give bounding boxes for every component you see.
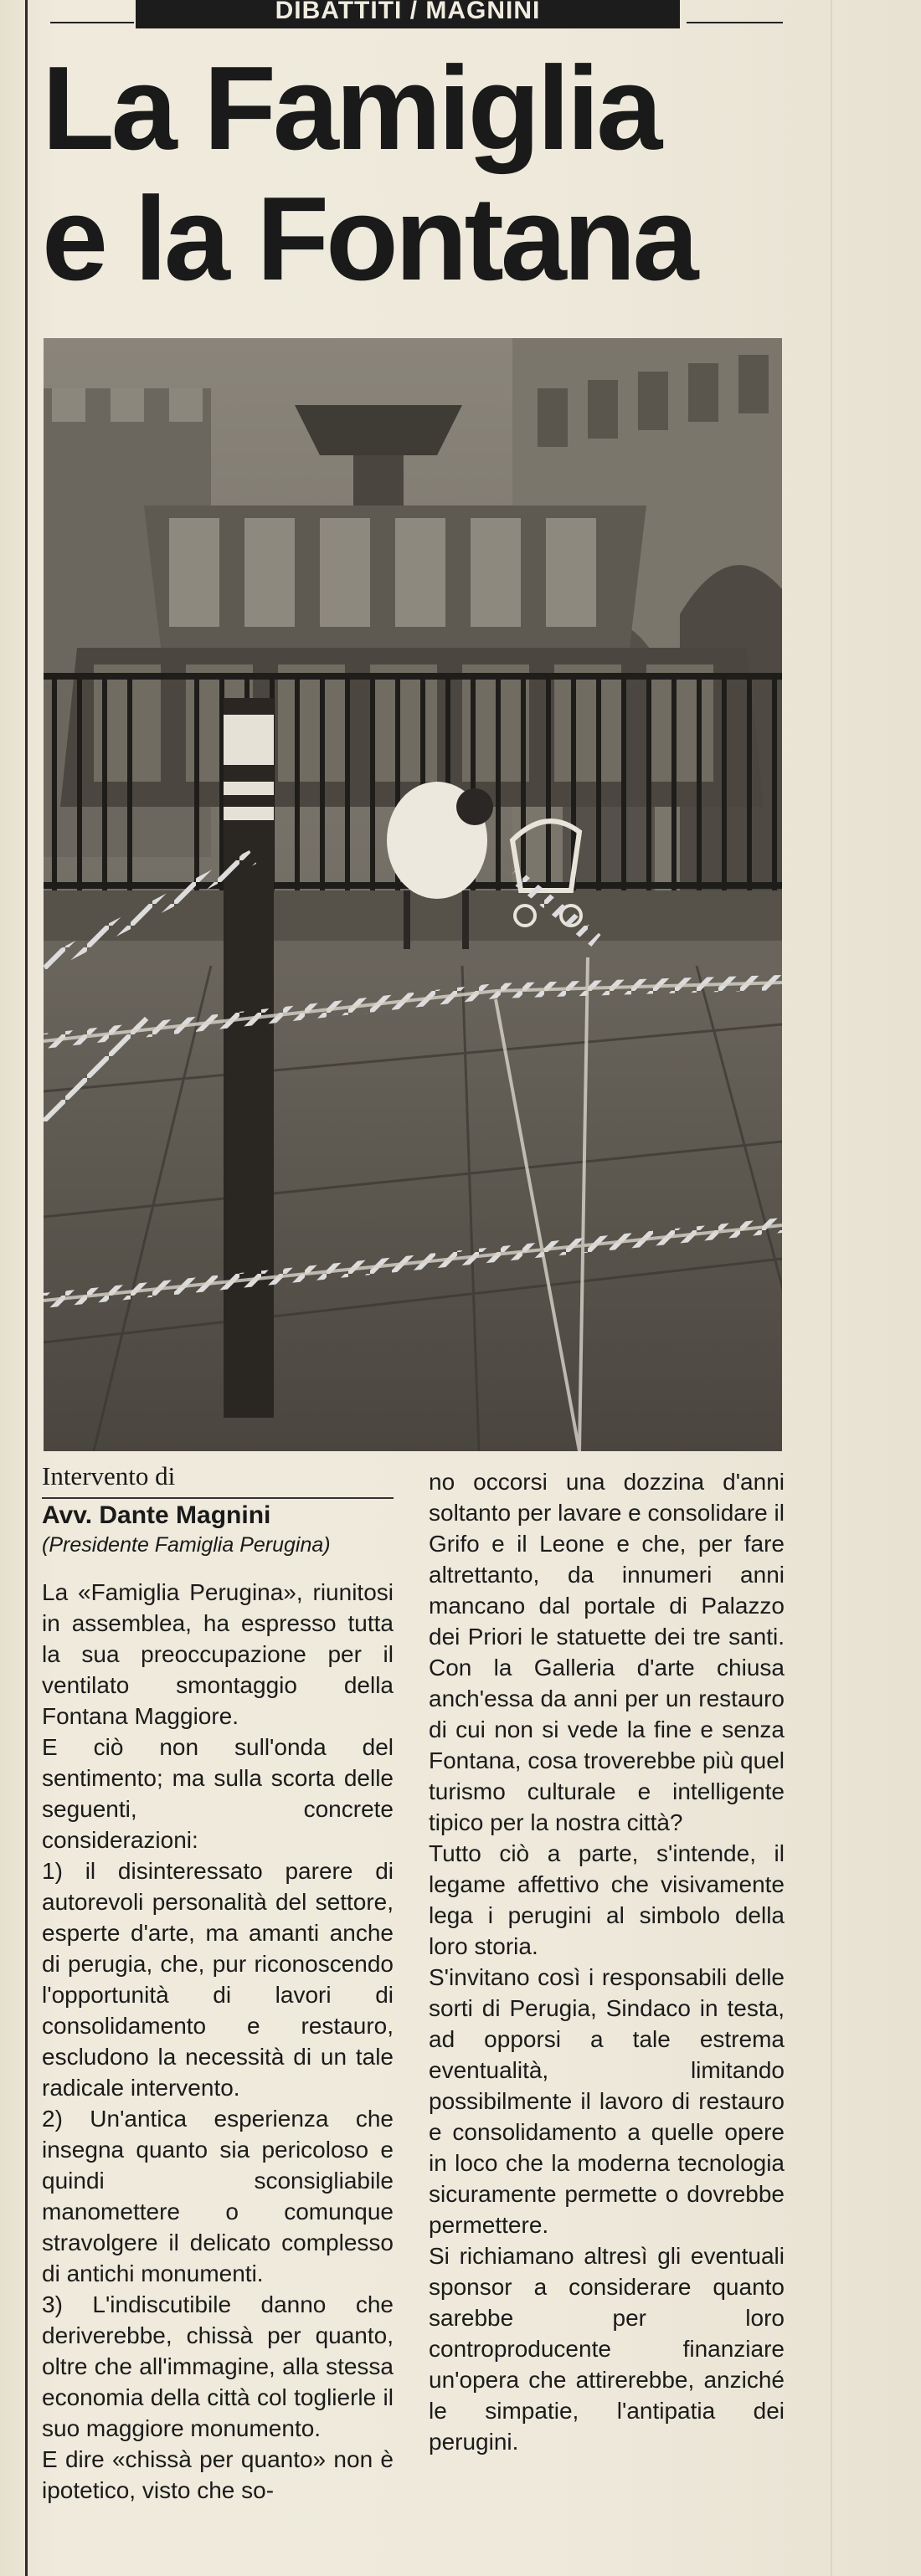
paragraph: no occorsi una dozzina d'anni soltanto per lavare e consolidare il Grifo e il Leone e che, per fare altrettanto, da innumeri anni mancano dal portale di Palazzo dei Priori le statuette dei tre santi. Con la Galleria d'arte chiusa anch'essa da anni per un restauro di cui non si vede la fine e senza Fontana, cosa troverebbe più quel turismo culturale e intelligente tipico per la nostra città? [429,1469,785,1835]
column-rule [25,0,28,2576]
kicker-rule-left [50,22,134,23]
page-fold [831,0,832,2576]
paragraph: E ciò non sull'onda del sentimento; ma sulla scorta delle seguenti, concrete considerazioni: [42,1734,394,1853]
headline-line-2: e la Fontana [42,172,696,305]
byline-label: Intervento di [42,1461,176,1491]
paragraph: Tutto ciò a parte, s'intende, il legame affettivo che visivamente lega i perugini al simbolo della loro storia. [429,1840,785,1959]
paragraph: S'invitano così i responsabili delle sorti di Perugia, Sindaco in testa, ad opporsi a tale estrema eventualità, limitando possibilmente il lavoro di restauro e consolidamento a quelle opere in loco che la moderna tecnologia sicuramente permette o dovrebbe permettere. [429,1964,785,2238]
paragraph: La «Famiglia Perugina», riunitosi in assemblea, ha espresso tutta la sua preoccupazione per il ventilato smontaggio della Fontana Maggiore. [42,1579,394,1729]
article-column-right [429,1466,785,2457]
paragraph: 1) il disinteressato parere di autorevoli personalità del settore, esperte d'arte, ma amanti anche di perugia, che, pur riconoscendo l'opportunità di lavori di consolidamento e restauro, escludono la necessità di un tale radicale intervento. [42,1858,394,2101]
byline-rule [42,1497,394,1499]
article-headline [42,44,795,305]
author-name: Avv. Dante Magnini [42,1501,271,1529]
paragraph: E dire «chissà per quanto» non è ipotetico, visto che so- [42,2446,394,2503]
kicker-rule-right [687,22,783,23]
author-role: (Presidente Famiglia Perugina) [42,1533,331,1557]
fountain-photo [44,338,782,1451]
article-column-left [42,1577,394,2506]
paragraph: Si richiamano altresì gli eventuali sponsor a considerare quanto sarebbe per loro controproducente finanziare un'opera che attirerebbe, anziché le simpatie, l'antipatia dei perugini. [429,2243,785,2455]
section-kicker: DIBATTITI / MAGNINI [136,0,680,28]
headline-line-1: La Famiglia [42,42,660,175]
photo-drawing [44,338,782,1451]
paragraph: 2) Un'antica esperienza che insegna quanto sia pericoloso e quindi sconsigliabile manomettere o comunque stravolgere il delicato complesso di antichi monumenti. [42,2106,394,2286]
paragraph: 3) L'indiscutibile danno che deriverebbe, chissà per quanto, oltre che all'immagine, alla stessa economia della città col toglierle il suo maggiore monumento. [42,2291,394,2441]
